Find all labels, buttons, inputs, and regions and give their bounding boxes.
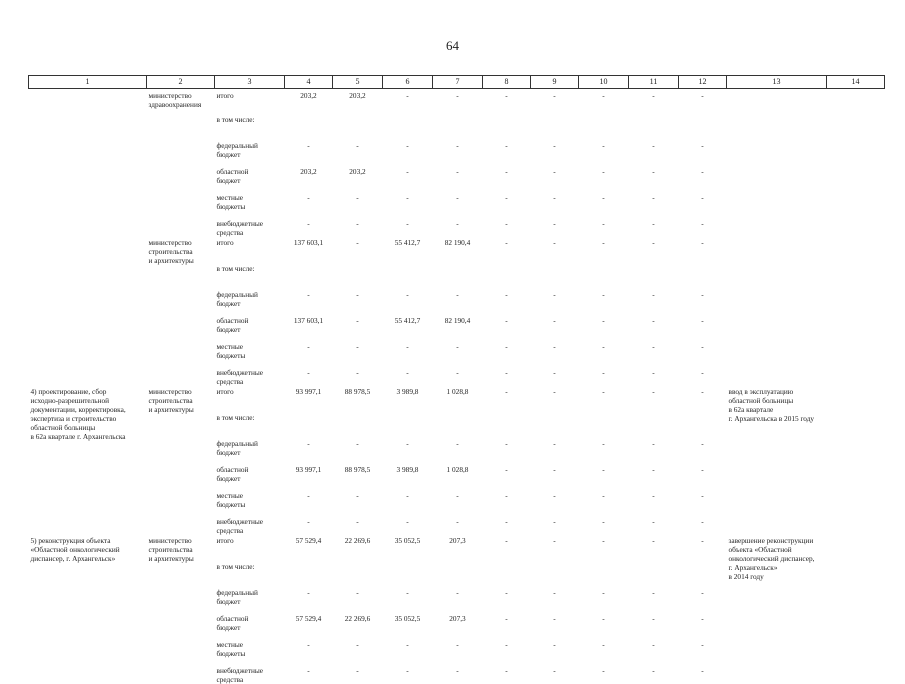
amount-cell: - [333,341,383,367]
amount-cell: - [531,218,579,237]
amount-cell: 22 269,6 [333,613,383,639]
amount-cell: - [629,367,679,386]
amount-cell: 57 529,4 [285,535,333,561]
executor-name: министерство строительства и архитектуры [147,237,215,386]
amount-cell: - [679,237,727,263]
amount-cell: - [333,587,383,613]
funding-source-label: внебюджетные средства [215,665,285,684]
amount-cell: - [433,367,483,386]
funding-source-label: итого [215,535,285,561]
amount-cell [629,263,679,289]
amount-cell: - [383,289,433,315]
amount-cell: - [383,140,433,166]
amount-cell: - [383,490,433,516]
amount-cell: - [383,218,433,237]
column-number-cell: 3 [215,76,285,89]
amount-cell [531,412,579,438]
amount-cell: - [579,613,629,639]
amount-cell [333,263,383,289]
amount-cell: - [285,192,333,218]
amount-cell [679,263,727,289]
funding-source-label: внебюджетные средства [215,367,285,386]
amount-cell: - [679,639,727,665]
amount-cell: - [333,237,383,263]
amount-cell: - [629,490,679,516]
amount-cell: - [333,289,383,315]
amount-cell: - [679,218,727,237]
amount-cell: 35 052,5 [383,535,433,561]
amount-cell: - [579,237,629,263]
funding-source-label: местные бюджеты [215,192,285,218]
amount-cell: - [483,639,531,665]
amount-cell: 137 603,1 [285,315,333,341]
amount-cell: - [285,140,333,166]
amount-cell [333,412,383,438]
amount-cell: 1 028,8 [433,464,483,490]
amount-cell [629,412,679,438]
amount-cell [579,412,629,438]
amount-cell [285,114,333,140]
amount-cell [579,114,629,140]
amount-cell: 203,2 [285,89,333,115]
column-number-cell: 2 [147,76,215,89]
amount-cell: 88 978,5 [333,386,383,412]
amount-cell: - [531,490,579,516]
amount-cell: - [531,438,579,464]
amount-cell: - [679,516,727,535]
amount-cell: - [483,367,531,386]
table-row [29,237,885,263]
amount-cell: 93 997,1 [285,464,333,490]
funding-source-label: областной бюджет [215,166,285,192]
amount-cell: - [679,367,727,386]
amount-cell: - [285,665,333,684]
amount-cell: - [333,438,383,464]
budget-table [28,75,885,684]
amount-cell: - [333,315,383,341]
amount-cell: - [629,341,679,367]
amount-cell: - [531,386,579,412]
column-number-cell: 9 [531,76,579,89]
amount-cell: 82 190,4 [433,237,483,263]
amount-cell: - [531,315,579,341]
amount-cell: 207,3 [433,535,483,561]
amount-cell: - [579,535,629,561]
funding-source-label: федеральный бюджет [215,289,285,315]
amount-cell [383,263,433,289]
task-name [29,237,147,386]
amount-cell: - [579,464,629,490]
funding-source-label: в том числе: [215,263,285,289]
column-number-cell: 14 [827,76,885,89]
amount-cell: - [629,639,679,665]
amount-cell: - [629,464,679,490]
executor-name: министерство здравоохранения [147,89,215,238]
amount-cell: - [629,665,679,684]
amount-cell: - [629,192,679,218]
amount-cell: - [629,438,679,464]
column-number-cell: 13 [727,76,827,89]
amount-cell: - [383,166,433,192]
task-name: 4) проектирование, сбор исходно-разрешительной документации, корректировка, экспертиза и строительство областной больницы в 62а квартале г. Архангельска [29,386,147,535]
amount-cell: - [483,386,531,412]
amount-cell: 82 190,4 [433,315,483,341]
amount-cell: - [531,89,579,115]
amount-cell: - [579,289,629,315]
amount-cell: - [433,140,483,166]
amount-cell: - [483,341,531,367]
amount-cell: - [629,315,679,341]
funding-source-label: итого [215,237,285,263]
amount-cell: - [383,341,433,367]
amount-cell: 3 989,8 [383,464,433,490]
amount-cell: - [629,218,679,237]
task-name: 5) реконструкция объекта «Областной онкологический диспансер, г. Архангельск» [29,535,147,684]
amount-cell: - [483,166,531,192]
amount-cell: - [383,89,433,115]
expected-result [727,237,827,386]
amount-cell: - [483,237,531,263]
amount-cell: - [531,192,579,218]
amount-cell: 207,3 [433,613,483,639]
amount-cell: - [531,367,579,386]
amount-cell [679,412,727,438]
column-number-cell: 1 [29,76,147,89]
amount-cell: - [579,89,629,115]
amount-cell: - [679,535,727,561]
amount-cell: 1 028,8 [433,386,483,412]
amount-cell: - [333,665,383,684]
column-14-cell [827,237,885,386]
amount-cell [483,561,531,587]
amount-cell: - [531,289,579,315]
funding-source-label: областной бюджет [215,315,285,341]
amount-cell: - [679,490,727,516]
amount-cell [483,114,531,140]
amount-cell: - [285,289,333,315]
column-number-cell: 6 [383,76,433,89]
column-number-cell: 8 [483,76,531,89]
amount-cell: - [531,464,579,490]
amount-cell: 93 997,1 [285,386,333,412]
amount-cell: - [285,490,333,516]
column-number-cell: 10 [579,76,629,89]
column-number-cell: 7 [433,76,483,89]
amount-cell: - [383,367,433,386]
amount-cell: - [333,192,383,218]
amount-cell: - [531,639,579,665]
amount-cell: - [383,438,433,464]
amount-cell [629,114,679,140]
amount-cell: - [483,192,531,218]
amount-cell: 55 412,7 [383,315,433,341]
amount-cell: - [579,665,629,684]
amount-cell: - [285,639,333,665]
amount-cell: - [333,516,383,535]
amount-cell [433,412,483,438]
funding-source-label: итого [215,89,285,115]
amount-cell: 3 989,8 [383,386,433,412]
amount-cell: - [483,89,531,115]
executor-name: министерство строительства и архитектуры [147,535,215,684]
amount-cell: - [629,140,679,166]
amount-cell [579,561,629,587]
funding-source-label: итого [215,386,285,412]
amount-cell: - [333,367,383,386]
amount-cell: - [333,218,383,237]
funding-source-label: федеральный бюджет [215,587,285,613]
amount-cell: - [679,140,727,166]
amount-cell [679,114,727,140]
amount-cell: - [433,490,483,516]
table-row [29,386,885,412]
amount-cell: - [531,665,579,684]
amount-cell: 55 412,7 [383,237,433,263]
amount-cell: - [333,490,383,516]
amount-cell: - [629,237,679,263]
amount-cell [285,412,333,438]
funding-source-label: областной бюджет [215,464,285,490]
amount-cell: - [579,587,629,613]
amount-cell: - [483,665,531,684]
amount-cell: - [285,367,333,386]
column-number-row [29,76,885,89]
amount-cell: - [433,166,483,192]
amount-cell: - [285,587,333,613]
amount-cell: - [433,639,483,665]
amount-cell: - [483,587,531,613]
funding-source-label: местные бюджеты [215,490,285,516]
amount-cell: - [579,490,629,516]
amount-cell: - [679,289,727,315]
amount-cell: 203,2 [333,166,383,192]
amount-cell: - [579,386,629,412]
amount-cell: 35 052,5 [383,613,433,639]
amount-cell: - [383,665,433,684]
amount-cell: - [531,613,579,639]
amount-cell: - [579,639,629,665]
amount-cell: - [383,516,433,535]
amount-cell: - [531,166,579,192]
amount-cell [433,114,483,140]
amount-cell: - [483,218,531,237]
amount-cell: - [629,166,679,192]
column-number-cell: 12 [679,76,727,89]
amount-cell: - [579,218,629,237]
expected-result: ввод в эксплуатацию областной больницы в 62а квартале г. Архангельска в 2015 году [727,386,827,535]
amount-cell: - [285,341,333,367]
amount-cell [383,114,433,140]
amount-cell: - [433,218,483,237]
amount-cell: - [579,516,629,535]
amount-cell: - [383,192,433,218]
column-number-cell: 5 [333,76,383,89]
amount-cell: - [679,665,727,684]
amount-cell [483,263,531,289]
amount-cell: - [285,516,333,535]
amount-cell: - [433,341,483,367]
funding-source-label: внебюджетные средства [215,218,285,237]
amount-cell: - [433,289,483,315]
column-number-cell: 4 [285,76,333,89]
amount-cell [531,561,579,587]
amount-cell [579,263,629,289]
amount-cell [333,561,383,587]
funding-source-label: в том числе: [215,412,285,438]
amount-cell: - [433,587,483,613]
amount-cell [629,561,679,587]
column-number-cell: 11 [629,76,679,89]
amount-cell: - [629,613,679,639]
amount-cell: 203,2 [333,89,383,115]
page-number: 64 [0,38,905,54]
amount-cell [483,412,531,438]
funding-source-label: федеральный бюджет [215,438,285,464]
amount-cell: - [433,89,483,115]
amount-cell: 137 603,1 [285,237,333,263]
amount-cell: - [285,438,333,464]
amount-cell: - [483,613,531,639]
amount-cell: - [531,516,579,535]
amount-cell: - [679,89,727,115]
amount-cell: - [383,639,433,665]
amount-cell: - [433,192,483,218]
amount-cell [333,114,383,140]
column-14-cell [827,386,885,535]
executor-name: министерство строительства и архитектуры [147,386,215,535]
amount-cell: - [579,367,629,386]
amount-cell: - [333,639,383,665]
funding-source-label: в том числе: [215,114,285,140]
amount-cell: 22 269,6 [333,535,383,561]
amount-cell: - [629,289,679,315]
amount-cell: - [483,490,531,516]
amount-cell: - [433,665,483,684]
amount-cell [679,561,727,587]
amount-cell: - [629,587,679,613]
amount-cell: - [433,516,483,535]
funding-source-label: внебюджетные средства [215,516,285,535]
funding-source-label: в том числе: [215,561,285,587]
amount-cell: - [679,464,727,490]
amount-cell: - [679,192,727,218]
funding-source-label: местные бюджеты [215,341,285,367]
amount-cell: - [483,140,531,166]
amount-cell: 57 529,4 [285,613,333,639]
amount-cell [531,114,579,140]
amount-cell: - [579,166,629,192]
amount-cell [285,561,333,587]
amount-cell: - [483,535,531,561]
amount-cell: - [483,516,531,535]
column-14-cell [827,89,885,238]
amount-cell: - [679,587,727,613]
funding-source-label: местные бюджеты [215,639,285,665]
amount-cell: - [483,438,531,464]
amount-cell: - [531,237,579,263]
amount-cell: - [679,315,727,341]
column-14-cell [827,535,885,684]
amount-cell [433,561,483,587]
amount-cell: - [679,613,727,639]
amount-cell: - [679,166,727,192]
amount-cell: - [679,386,727,412]
amount-cell: - [629,535,679,561]
amount-cell: - [531,535,579,561]
amount-cell: - [483,464,531,490]
amount-cell: - [483,315,531,341]
amount-cell [383,561,433,587]
amount-cell [433,263,483,289]
funding-source-label: федеральный бюджет [215,140,285,166]
table-row [29,89,885,115]
amount-cell: - [679,341,727,367]
amount-cell: - [333,140,383,166]
amount-cell: - [383,587,433,613]
amount-cell [383,412,433,438]
funding-source-label: областной бюджет [215,613,285,639]
amount-cell: - [629,386,679,412]
amount-cell: - [579,341,629,367]
amount-cell [531,263,579,289]
amount-cell: - [531,341,579,367]
amount-cell: - [629,516,679,535]
amount-cell: - [679,438,727,464]
expected-result: завершение реконструкции объекта «Областной онкологический диспансер, г. Архангельск» в 2014 году [727,535,827,684]
amount-cell: - [285,218,333,237]
task-name [29,89,147,238]
amount-cell: - [579,315,629,341]
amount-cell: - [433,438,483,464]
amount-cell: 88 978,5 [333,464,383,490]
amount-cell: - [579,140,629,166]
amount-cell: - [579,438,629,464]
table-body [29,89,885,684]
amount-cell: 203,2 [285,166,333,192]
amount-cell [285,263,333,289]
amount-cell: - [531,587,579,613]
amount-cell: - [629,89,679,115]
table-row [29,535,885,561]
amount-cell: - [531,140,579,166]
amount-cell: - [483,289,531,315]
expected-result [727,89,827,238]
amount-cell: - [579,192,629,218]
